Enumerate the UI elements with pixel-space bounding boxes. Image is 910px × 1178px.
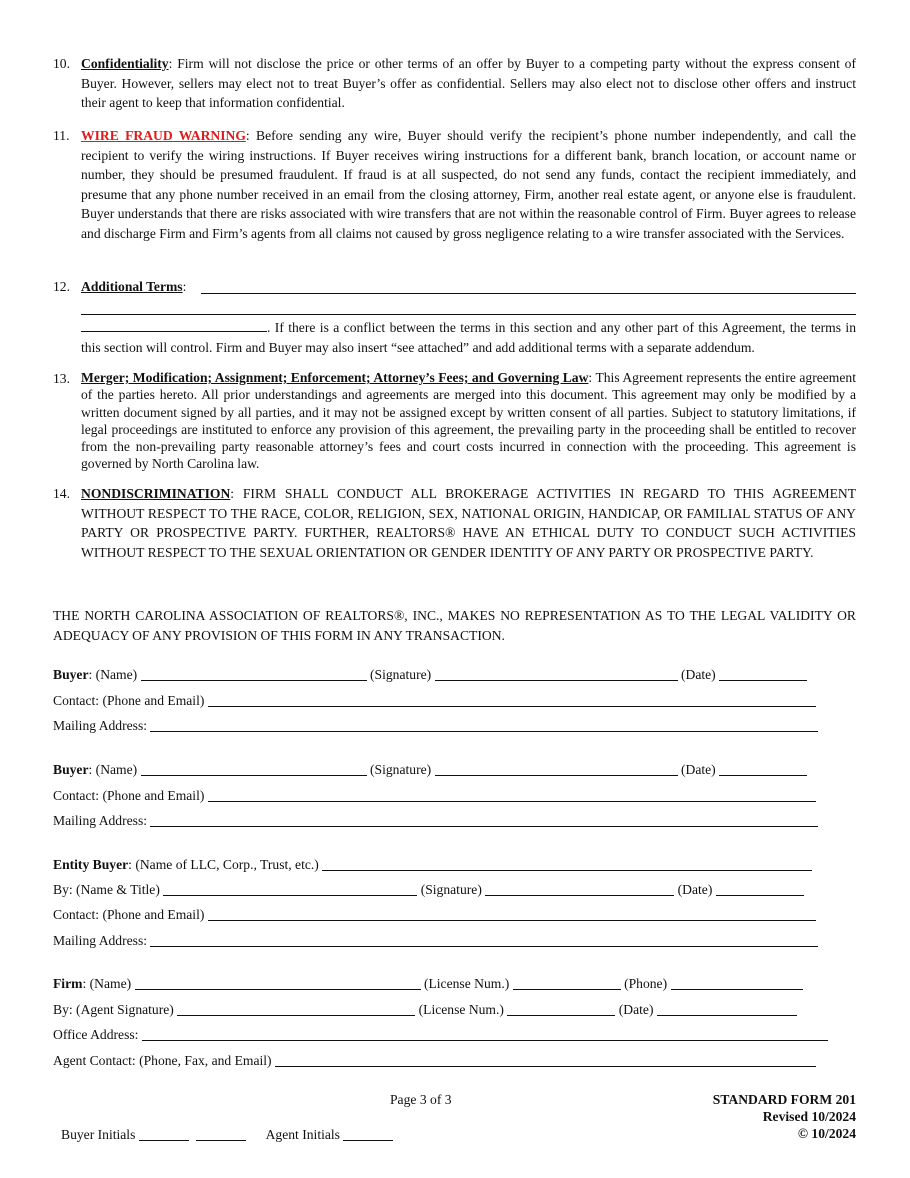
buyer2-name-row: Buyer: (Name) (Signature) (Date)	[53, 760, 807, 780]
buyer1-date-field[interactable]	[719, 666, 807, 681]
section-number: 12.	[53, 279, 70, 294]
section-heading: Confidentiality	[81, 56, 169, 71]
disclaimer: THE NORTH CAROLINA ASSOCIATION OF REALTORS®, INC., MAKES NO REPRESENTATION AS TO THE LEGAL VALIDITY OR ADEQUACY OF ANY PROVISION OF THIS FORM IN ANY TRANSACTION.	[53, 608, 856, 643]
section-heading: Additional Terms	[81, 279, 183, 294]
buyer1-signature-field[interactable]	[435, 666, 678, 681]
section-number: 10.	[53, 56, 70, 71]
buyer2-mailing-field[interactable]	[150, 812, 818, 827]
firm-name-field[interactable]	[135, 975, 421, 990]
buyer-initials-field-2[interactable]	[196, 1126, 246, 1141]
additional-terms-tail	[53, 318, 856, 357]
section-text: : Before sending any wire, Buyer should verify the recipient’s phone number independently, and call the recipient to verify the wiring instructions. If Buyer receives wiring instructions for a different bank, branch location, or account name or number, they should be presumed fraudulent. If fraud is at all suspected, do not send any funds, contact the recipient immediately, and presume that any phone number received in an email from the closing attorney, Firm, another real estate agent, or anyone else is fraudulent. Buyer understands that there are risks associated with wire transfers that are not within the reasonable control of Firm. Buyer agrees to release and discharge Firm and Firm’s agents from all claims not caused by gross negligence relating to a wire transfer associated with the Services.	[81, 128, 856, 241]
additional-terms-line-2[interactable]	[81, 300, 856, 315]
section-body	[81, 54, 856, 113]
buyer1-mailing-row: Mailing Address:	[53, 716, 818, 736]
section-text: : Firm will not disclose the price or other terms of an offer by Buyer to a competing party without the express consent of Buyer. However, sellers may elect not to treat Buyer’s offer as confidential. Sellers may also elect not to disclose other offers and instruct their agent to keep that information confidential.	[81, 56, 856, 111]
entity-name-field[interactable]	[322, 856, 812, 871]
agent-date-field[interactable]	[657, 1001, 797, 1016]
section-text: :	[182, 279, 187, 294]
section-body	[81, 484, 856, 562]
buyer2-contact-row: Contact: (Phone and Email)	[53, 786, 816, 806]
entity-mailing-row: Mailing Address:	[53, 931, 818, 951]
section-text: : This Agreement represents the entire agreement of the parties hereto. All prior understandings and agreements are merged into this document. This agreement may only be modified by a written document signed by all parties, and it may not be assigned except by written consent of all parties. Subject to statutory limitations, if legal proceedings are instituted to enforce any provision of this agreement, the prevailing party in the proceeding shall be entitled to recover from the non-prevailing party reasonable attorney’s fees and court costs incurred in connection with the proceeding. This agreement is governed by North Carolina law.	[81, 370, 856, 472]
agent-signature-field[interactable]	[177, 1001, 415, 1016]
entity-signature-field[interactable]	[485, 881, 674, 896]
firm-name-row: Firm: (Name) (License Num.) (Phone)	[53, 974, 803, 994]
section-14	[53, 484, 856, 562]
section-body	[81, 369, 856, 473]
section-number: 13.	[53, 371, 70, 386]
agent-license-field[interactable]	[507, 1001, 615, 1016]
buyer1-contact-row: Contact: (Phone and Email)	[53, 691, 816, 711]
agent-contact-field[interactable]	[275, 1052, 816, 1067]
section-11	[53, 126, 856, 244]
buyer2-contact-field[interactable]	[208, 787, 816, 802]
section-text: . If there is a conflict between the terms in this section and any other part of this Agreement, the terms in this section will control. Firm and Buyer may also insert “see attached” and add additional terms with a separate addendum.	[81, 320, 856, 355]
section-number: 11.	[53, 128, 70, 143]
section-number: 14.	[53, 486, 70, 501]
initials-row: Buyer Initials Agent Initials	[61, 1126, 393, 1143]
entity-mailing-field[interactable]	[150, 932, 818, 947]
page-number: Page 3 of 3	[390, 1092, 452, 1107]
buyer2-name-field[interactable]	[141, 761, 367, 776]
buyer1-name-field[interactable]	[141, 666, 367, 681]
firm-agent-row: By: (Agent Signature) (License Num.) (Date)	[53, 1000, 797, 1020]
agent-initials-field[interactable]	[343, 1126, 393, 1141]
entity-by-field[interactable]	[163, 881, 417, 896]
buyer1-name-row: Buyer: (Name) (Signature) (Date)	[53, 665, 807, 685]
entity-by-row: By: (Name & Title) (Signature) (Date)	[53, 880, 804, 900]
additional-terms-line-1[interactable]	[201, 279, 856, 294]
entity-contact-row: Contact: (Phone and Email)	[53, 905, 816, 925]
section-13	[53, 369, 856, 473]
entity-date-field[interactable]	[716, 881, 804, 896]
firm-office-row: Office Address:	[53, 1025, 828, 1045]
section-heading: Merger; Modification; Assignment; Enforcement; Attorney’s Fees; and Governing Law	[81, 370, 589, 385]
form-identifier: STANDARD FORM 201 Revised 10/2024 © 10/2024	[712, 1092, 856, 1141]
entity-contact-field[interactable]	[208, 906, 816, 921]
section-body	[81, 126, 856, 244]
section-10	[53, 54, 856, 113]
firm-license-field[interactable]	[513, 975, 621, 990]
firm-phone-field[interactable]	[671, 975, 803, 990]
additional-terms-line-3[interactable]	[81, 319, 267, 332]
section-heading: NONDISCRIMINATION	[81, 486, 231, 501]
buyer2-mailing-row: Mailing Address:	[53, 811, 818, 831]
office-address-field[interactable]	[142, 1026, 828, 1041]
buyer-initials-field-1[interactable]	[139, 1126, 189, 1141]
section-text: : FIRM SHALL CONDUCT ALL BROKERAGE ACTIVITIES IN REGARD TO THIS AGREEMENT WITHOUT RESPECT TO THE RACE, COLOR, RELIGION, SEX, NATIONAL ORIGIN, HANDICAP, OR FAMILIAL STATUS OF ANY PARTY OR PROSPECTIVE PARTY. FURTHER, REALTORS® HAVE AN ETHICAL DUTY TO CONDUCT SUCH ACTIVITIES WITHOUT RESPECT TO THE SEXUAL ORIENTATION OR GENDER IDENTITY OF ANY PARTY OR PROSPECTIVE PARTY.	[81, 486, 856, 560]
firm-agent-contact-row: Agent Contact: (Phone, Fax, and Email)	[53, 1051, 816, 1071]
buyer2-signature-field[interactable]	[435, 761, 678, 776]
entity-name-row: Entity Buyer: (Name of LLC, Corp., Trust, etc.)	[53, 855, 812, 875]
buyer1-mailing-field[interactable]	[150, 717, 818, 732]
wire-fraud-heading: WIRE FRAUD WARNING	[81, 128, 246, 143]
buyer2-date-field[interactable]	[719, 761, 807, 776]
buyer1-contact-field[interactable]	[208, 692, 816, 707]
